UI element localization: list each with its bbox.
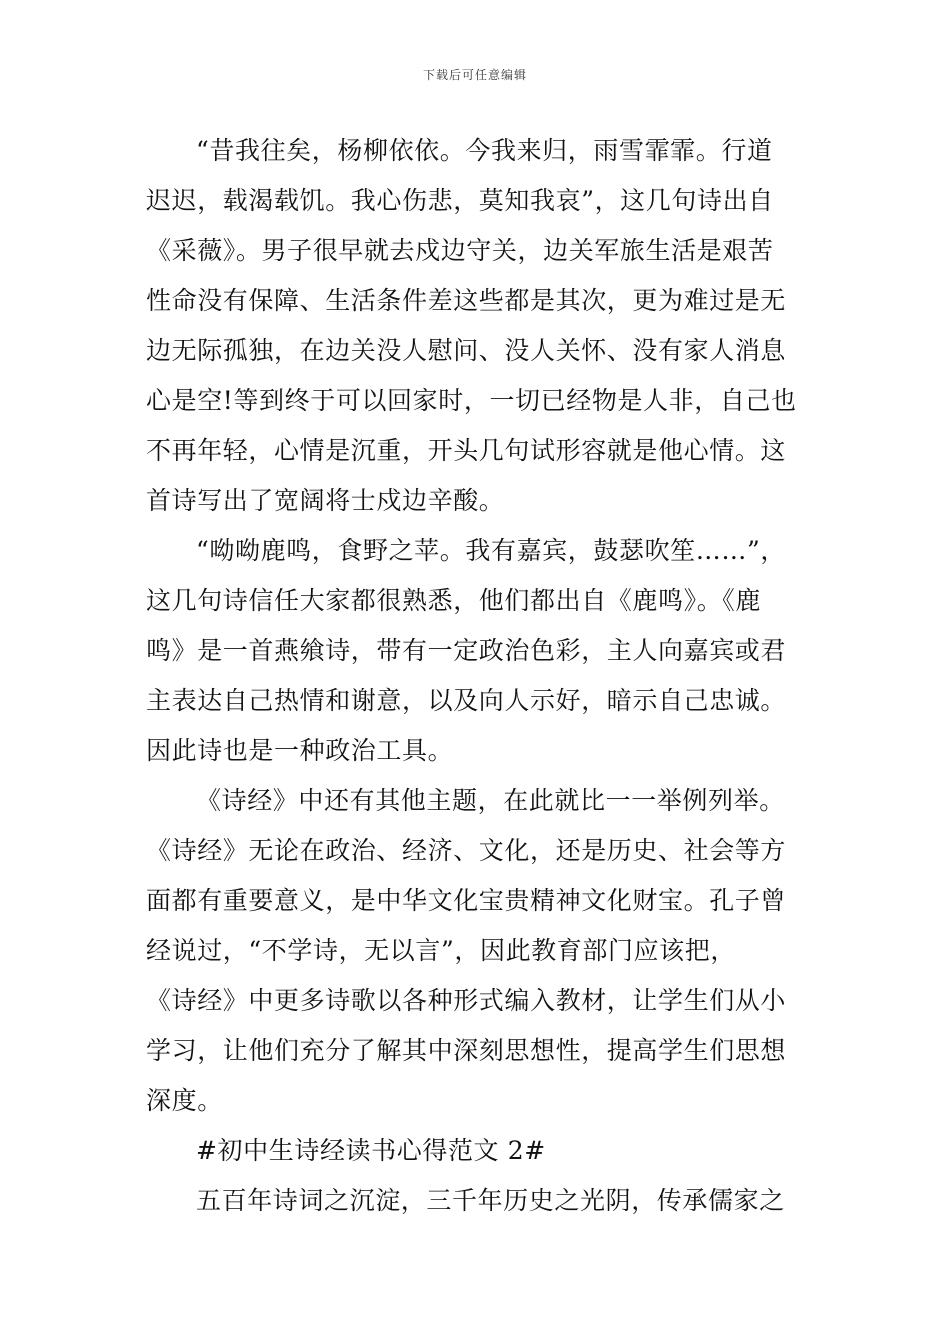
header-note: 下载后可任意编辑 bbox=[422, 68, 527, 82]
text-line: 面都有重要意义，是中华文化宝贵精神文化财宝。孔子曾 bbox=[146, 886, 787, 915]
text-line: “呦呦鹿鸣，食野之苹。我有嘉宾，鼓瑟吹笙……”， bbox=[196, 536, 786, 565]
text-line: 经说过，“不学诗，无以言”，因此教育部门应该把， bbox=[146, 936, 736, 965]
text-line: 五百年诗词之沉淀，三千年历史之光阴，传承儒家之 bbox=[196, 1186, 785, 1215]
text-line: 主表达自己热情和谢意，以及向人示好，暗示自己忠诚。 bbox=[146, 686, 787, 715]
text-line: 《诗经》中还有其他主题，在此就比一一举例列举。 bbox=[196, 786, 785, 815]
text-line: 迟迟，载渴载饥。我心伤悲，莫知我哀”，这几句诗出自 bbox=[146, 186, 774, 215]
text-line: 这几句诗信任大家都很熟悉，他们都出自《鹿鸣》。《鹿 bbox=[146, 586, 762, 615]
text-line: 《诗经》中更多诗歌以各种形式编入教材，让学生们从小 bbox=[146, 986, 787, 1015]
text-line: 《诗经》无论在政治、经济、文化，还是历史、社会等方 bbox=[146, 836, 787, 865]
text-line: 学习，让他们充分了解其中深刻思想性，提高学生们思想 bbox=[146, 1036, 787, 1065]
text-line: 首诗写出了宽阔将士戍边辛酸。 bbox=[146, 486, 505, 515]
text-line: 《采薇》。男子很早就去戍边守关，边关军旅生活是艰苦 bbox=[146, 236, 774, 265]
text-line: 因此诗也是一种政治工具。 bbox=[146, 736, 454, 765]
text-line: 心是空!等到终于可以回家时，一切已经物是人非，自己也 bbox=[146, 386, 797, 415]
text-line: 鸣》是一首燕飨诗，带有一定政治色彩，主人向嘉宾或君 bbox=[146, 636, 787, 665]
text-line: 不再年轻，心情是沉重，开头几句试形容就是他心情。这 bbox=[146, 436, 787, 465]
text-line: “昔我往矣，杨柳依依。今我来归，雨雪霏霏。行道 bbox=[196, 136, 773, 165]
text-line: 深度。 bbox=[146, 1086, 223, 1115]
text-line: 性命没有保障、生活条件差这些都是其次，更为难过是无 bbox=[146, 286, 787, 315]
text-line: 边无际孤独，在边关没人慰问、没人关怀、没有家人消息 bbox=[146, 336, 787, 365]
section-heading: #初中生诗经读书心得范文 2# bbox=[196, 1136, 546, 1165]
